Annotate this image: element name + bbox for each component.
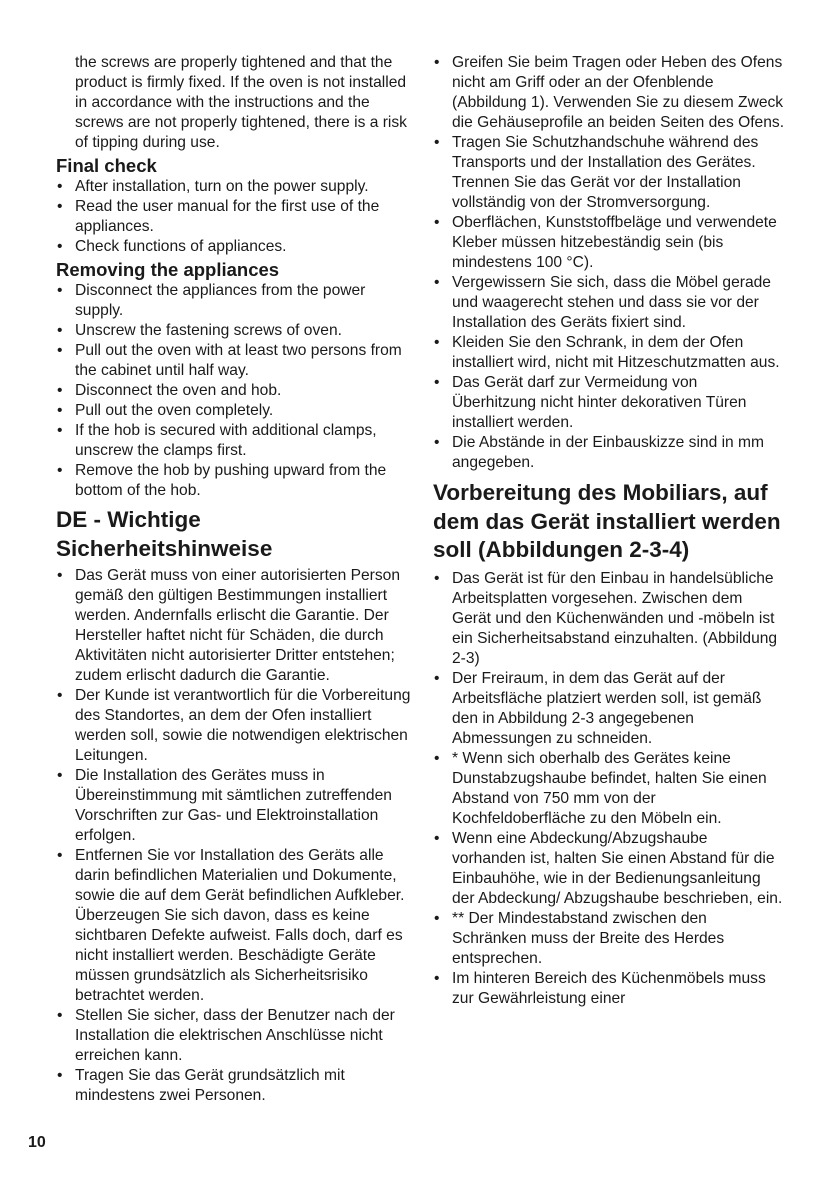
list-item: • Kleiden Sie den Schrank, in dem der Ofen installiert wird, nicht mit Hitzeschutzmatten aus. bbox=[434, 334, 780, 371]
list-item: • Oberflächen, Kunststoffbeläge und verwendete Kleber müssen hitzebeständig sein (bis mindestens 100 °C). bbox=[434, 214, 777, 271]
furniture-prep-heading: Vorbereitung des Mobiliars, auf dem das Gerät installiert werden soll (Abbildungen 2-3-4) bbox=[433, 480, 781, 562]
list-item: • Wenn eine Abdeckung/Abzugshaube vorhanden ist, halten Sie einen Abstand für die Einbauhöhe, wie in der Bedienungsanleitung der Abdeckung/ Abzugshaube beschrieben, ein. bbox=[434, 829, 783, 907]
final-check-list bbox=[56, 177, 416, 257]
left-column bbox=[56, 53, 416, 1106]
list-item: • After installation, turn on the power supply. bbox=[57, 178, 369, 195]
list-item: • Check functions of appliances. bbox=[57, 238, 287, 255]
list-item: • Entfernen Sie vor Installation des Geräts alle darin befindlichen Materialien und Dokumente, sowie die auf dem Gerät befindlichen Aufkleber. Überzeugen Sie sich davon, dass es keine sichtbaren Defekte aufweist. Falls doch, darf es nicht installiert werden. Beschädigte Geräte müssen grundsätzlich als Sicherheitsrisiko betrachtet werden. bbox=[57, 847, 405, 1004]
de-safety-list-continued bbox=[433, 53, 785, 473]
list-item: • Das Gerät muss von einer autorisierten Person gemäß den gültigen Bestimmungen installiert werden. Andernfalls erlischt die Garantie. Der Hersteller haftet nicht für Schäden, die durch Aktivitäten nicht autorisierter Dritter entstehen; zudem erlischt dadurch die Garantie. bbox=[57, 567, 401, 684]
list-item: • Unscrew the fastening screws of oven. bbox=[57, 322, 342, 339]
list-item: • Der Kunde ist verantwortlich für die Vorbereitung des Standortes, an dem der Ofen installiert werden soll, sowie die notwendigen elektrischen Leitungen. bbox=[57, 687, 411, 764]
list-item: • ** Der Mindestabstand zwischen den Schränken muss der Breite des Herdes entsprechen. bbox=[434, 909, 725, 967]
list-item: • Das Gerät darf zur Vermeidung von Überhitzung nicht hinter dekorativen Türen installiert werden. bbox=[434, 374, 747, 431]
list-item: • Die Installation des Gerätes muss in Übereinstimmung mit sämtlichen zutreffenden Vorschriften zur Gas- und Elektroinstallation erfolgen. bbox=[57, 767, 392, 844]
right-column bbox=[433, 53, 785, 1009]
list-item: • Im hinteren Bereich des Küchenmöbels muss zur Gewährleistung einer bbox=[434, 969, 766, 1007]
de-safety-heading: DE - Wichtige Sicherheitshinweise bbox=[56, 507, 273, 561]
list-item: • Das Gerät ist für den Einbau in handelsübliche Arbeitsplatten vorgesehen. Zwischen dem Gerät und den Küchenwänden und -möbeln ist ein Sicherheitsabstand einzuhalten. (Abbildung 2-3) bbox=[434, 569, 778, 667]
list-item: • Read the user manual for the first use of the appliances. bbox=[57, 198, 380, 235]
list-item: • Greifen Sie beim Tragen oder Heben des Ofens nicht am Griff oder an der Ofenblende (Abbildung 1). Verwenden Sie zu diesem Zweck die Gehäuseprofile an beiden Seiten des Ofens. bbox=[434, 54, 785, 131]
de-safety-list bbox=[56, 566, 416, 1106]
list-item: • Tragen Sie Schutzhandschuhe während des Transports und der Installation des Gerätes. Trennen Sie das Gerät vor der Installation vollständig von der Stromversorgung. bbox=[434, 134, 759, 211]
list-item: • Disconnect the appliances from the power supply. bbox=[57, 282, 366, 319]
furniture-prep-list bbox=[433, 569, 785, 1009]
list-item: • Pull out the oven completely. bbox=[57, 402, 274, 419]
list-item: • Vergewissern Sie sich, dass die Möbel gerade und waagerecht stehen und dass sie vor der Installation des Geräts fixiert sind. bbox=[434, 274, 771, 331]
list-item: • Der Freiraum, in dem das Gerät auf der Arbeitsfläche platziert werden soll, ist gemäß den in Abbildung 2-3 angegebenen Abmessungen zu schneiden. bbox=[434, 669, 762, 747]
list-item: • Tragen Sie das Gerät grundsätzlich mit mindestens zwei Personen. bbox=[57, 1067, 345, 1104]
final-check-heading: Final check bbox=[56, 155, 157, 176]
list-item: • If the hob is secured with additional clamps, unscrew the clamps first. bbox=[57, 422, 377, 459]
list-item: • Die Abstände in der Einbauskizze sind in mm angegeben. bbox=[434, 434, 765, 471]
intro-paragraph: the screws are properly tightened and that the product is firmly fixed. If the oven is not installed in accordance with the instructions and the screws are not properly tightened, there is a risk of tipping during use. bbox=[75, 54, 407, 151]
list-item: • Stellen Sie sicher, dass der Benutzer nach der Installation die elektrischen Anschlüsse nicht erreichen kann. bbox=[57, 1007, 395, 1064]
page-number: 10 bbox=[28, 1134, 46, 1151]
removing-list bbox=[56, 281, 416, 501]
removing-heading: Removing the appliances bbox=[56, 259, 280, 280]
list-item: • * Wenn sich oberhalb des Gerätes keine Dunstabzugshaube befindet, halten Sie einen Abstand von 750 mm von der Kochfeldoberfläche zu den Möbeln ein. bbox=[434, 749, 767, 827]
list-item: • Pull out the oven with at least two persons from the cabinet until half way. bbox=[57, 342, 402, 379]
list-item: • Remove the hob by pushing upward from the bottom of the hob. bbox=[57, 462, 387, 499]
list-item: • Disconnect the oven and hob. bbox=[57, 382, 282, 399]
